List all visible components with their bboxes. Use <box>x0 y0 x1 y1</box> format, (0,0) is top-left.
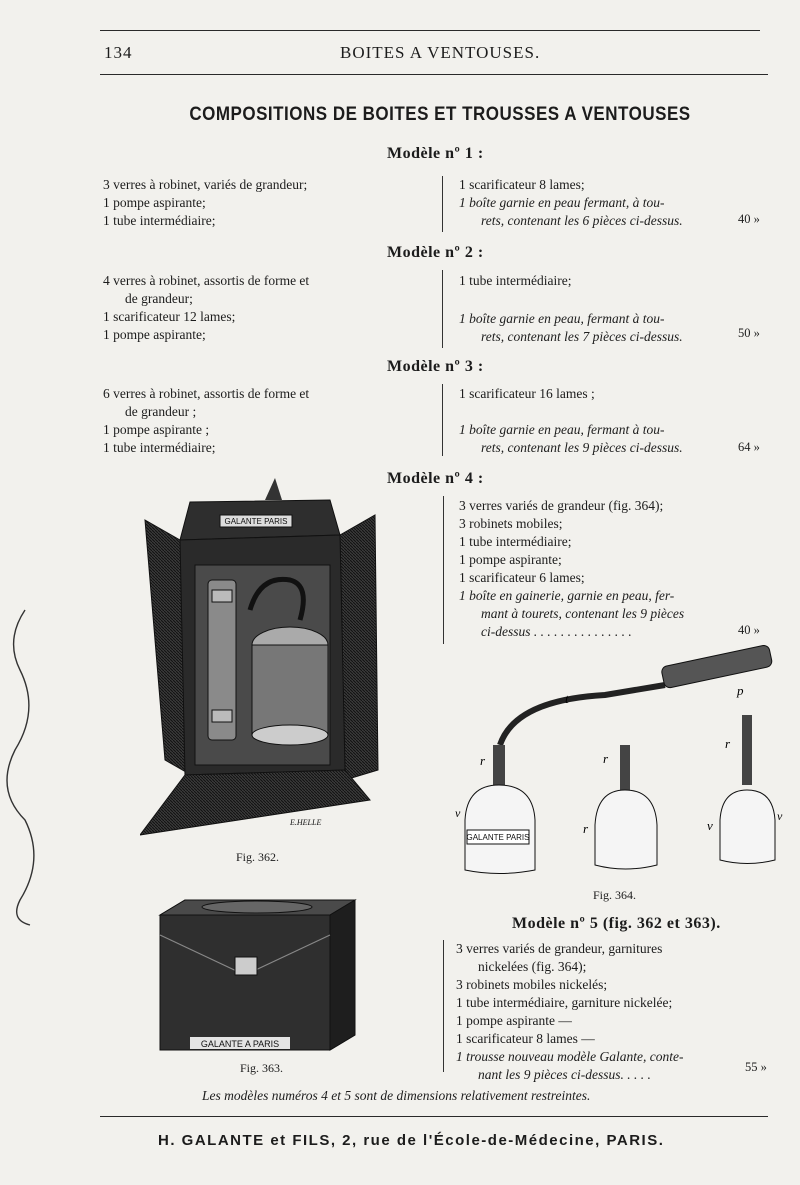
model-1-right-line: 1 scarificateur 8 lames; <box>459 177 585 192</box>
fig-362-case-label: GALANTE PARIS <box>224 517 288 526</box>
fig-363-case-label: GALANTE A PARIS <box>200 1039 280 1049</box>
model-5-lines <box>456 940 683 1084</box>
fig-364-caption: Fig. 364. <box>593 888 637 902</box>
model-2-divider <box>442 270 443 348</box>
model-5-line: 3 verres variés de grandeur, garnitures <box>456 941 663 956</box>
model-5-line: 1 trousse nouveau modèle Galante, conte- <box>456 1049 684 1064</box>
model-2-left-line: 4 verres à robinet, assortis de forme et <box>103 273 310 288</box>
model-5-price: 55 » <box>745 1060 767 1074</box>
model-2-price: 50 » <box>738 326 760 340</box>
model-5-divider <box>443 940 444 1072</box>
model-3-left-line: 1 tube intermédiaire; <box>103 440 216 455</box>
label-v: v <box>707 818 713 833</box>
label-r: r <box>603 751 609 766</box>
model-3-left <box>103 385 309 457</box>
fig-364-glass-label: GALANTE PARIS <box>466 833 530 842</box>
model-5-heading: Modèle nº 5 (fig. 362 et 363). <box>512 915 721 932</box>
page-title: COMPOSITIONS DE BOITES ET TROUSSES A VENTOUSES <box>189 102 691 125</box>
model-1-price: 40 » <box>738 212 760 226</box>
model-3-left-line: 6 verres à robinet, assortis de forme et <box>103 386 310 401</box>
model-3-right-line: 1 scarificateur 16 lames ; <box>459 386 595 401</box>
model-4-divider <box>443 496 444 644</box>
model-3-right-line: rets, contenant les 9 pièces ci-dessus. <box>481 440 683 455</box>
model-3-right-line: 1 boîte garnie en peau, fermant à tou- <box>459 422 665 437</box>
model-4-price: 40 » <box>738 623 760 637</box>
running-title: BOITES A VENTOUSES. <box>340 43 541 62</box>
model-1-right-line: 1 boîte garnie en peau fermant, à tou- <box>459 195 665 210</box>
label-t: t <box>565 691 569 706</box>
fig-364-illustration <box>455 645 795 885</box>
model-4-line: 1 tube intermédiaire; <box>459 534 572 549</box>
model-1-left-line: 1 pompe aspirante; <box>103 195 206 210</box>
top-rule <box>100 30 760 31</box>
publisher-footer: H. GALANTE et FILS, 2, rue de l'École-de-Médecine, PARIS. <box>158 1132 665 1149</box>
label-r: r <box>583 821 589 836</box>
model-5-line: nant les 9 pièces ci-dessus. . . . . <box>478 1067 651 1082</box>
model-2-right-line: rets, contenant les 7 pièces ci-dessus. <box>481 329 683 344</box>
model-5-line: 1 scarificateur 8 lames — <box>456 1031 595 1046</box>
model-5-line: 3 robinets mobiles nickelés; <box>456 977 608 992</box>
model-2-left-line: de grandeur; <box>125 291 193 306</box>
model-3-right <box>459 385 683 457</box>
label-v: v <box>777 809 783 823</box>
margin-squiggle <box>0 600 60 930</box>
model-2-right <box>459 272 683 346</box>
model-5-line: nickelées (fig. 364); <box>478 959 587 974</box>
label-v: v <box>455 806 461 820</box>
model-5-line: 1 pompe aspirante — <box>456 1013 572 1028</box>
label-r: r <box>725 736 731 751</box>
model-3-heading: Modèle nº 3 : <box>387 358 484 375</box>
fig-363-caption: Fig. 363. <box>240 1061 284 1075</box>
model-2-heading: Modèle nº 2 : <box>387 244 484 261</box>
model-1-right <box>459 176 683 230</box>
model-3-left-line: 1 pompe aspirante ; <box>103 422 210 437</box>
model-4-line: 1 scarificateur 6 lames; <box>459 570 585 585</box>
footer-rule <box>100 1116 768 1117</box>
fig-362-caption: Fig. 362. <box>236 850 280 864</box>
model-3-price: 64 » <box>738 440 760 454</box>
model-1-left-line: 1 tube intermédiaire; <box>103 213 216 228</box>
label-p: p <box>737 683 744 698</box>
model-1-left <box>103 176 307 230</box>
model-4-heading: Modèle nº 4 : <box>387 470 484 487</box>
model-1-left-line: 3 verres à robinet, variés de grandeur; <box>103 177 308 192</box>
model-1-heading: Modèle nº 1 : <box>387 145 484 162</box>
fig-362-signature: E.HELLE <box>290 818 322 827</box>
header-rule <box>100 74 768 75</box>
model-2-left-line: 1 pompe aspirante; <box>103 327 206 342</box>
dimensions-note: Les modèles numéros 4 et 5 sont de dimensions relativement restreintes. <box>202 1088 591 1103</box>
model-4-line: ci-dessus . . . . . . . . . . . . . . . <box>481 624 632 639</box>
fig-362-illustration <box>140 470 385 850</box>
model-2-right-line: 1 boîte garnie en peau, fermant à tou- <box>459 311 665 326</box>
model-3-left-line: de grandeur ; <box>125 404 197 419</box>
page-number: 134 <box>104 43 133 62</box>
model-4-line: 3 verres variés de grandeur (fig. 364); <box>459 498 664 513</box>
model-2-right-line: 1 tube intermédiaire; <box>459 273 572 288</box>
model-5-line: 1 tube intermédiaire, garniture nickelée; <box>456 995 673 1010</box>
label-r: r <box>480 753 486 768</box>
model-4-line: 3 robinets mobiles; <box>459 516 563 531</box>
model-4-line: 1 pompe aspirante; <box>459 552 562 567</box>
model-2-left <box>103 272 309 344</box>
model-4-lines <box>459 497 684 641</box>
model-4-line: 1 boîte en gainerie, garnie en peau, fer- <box>459 588 675 603</box>
model-1-divider <box>442 176 443 232</box>
model-1-right-line: rets, contenant les 6 pièces ci-dessus. <box>481 213 683 228</box>
fig-363-illustration <box>155 895 365 1060</box>
model-3-divider <box>442 384 443 456</box>
model-2-left-line: 1 scarificateur 12 lames; <box>103 309 236 324</box>
model-4-line: mant à tourets, contenant les 9 pièces <box>481 606 685 621</box>
